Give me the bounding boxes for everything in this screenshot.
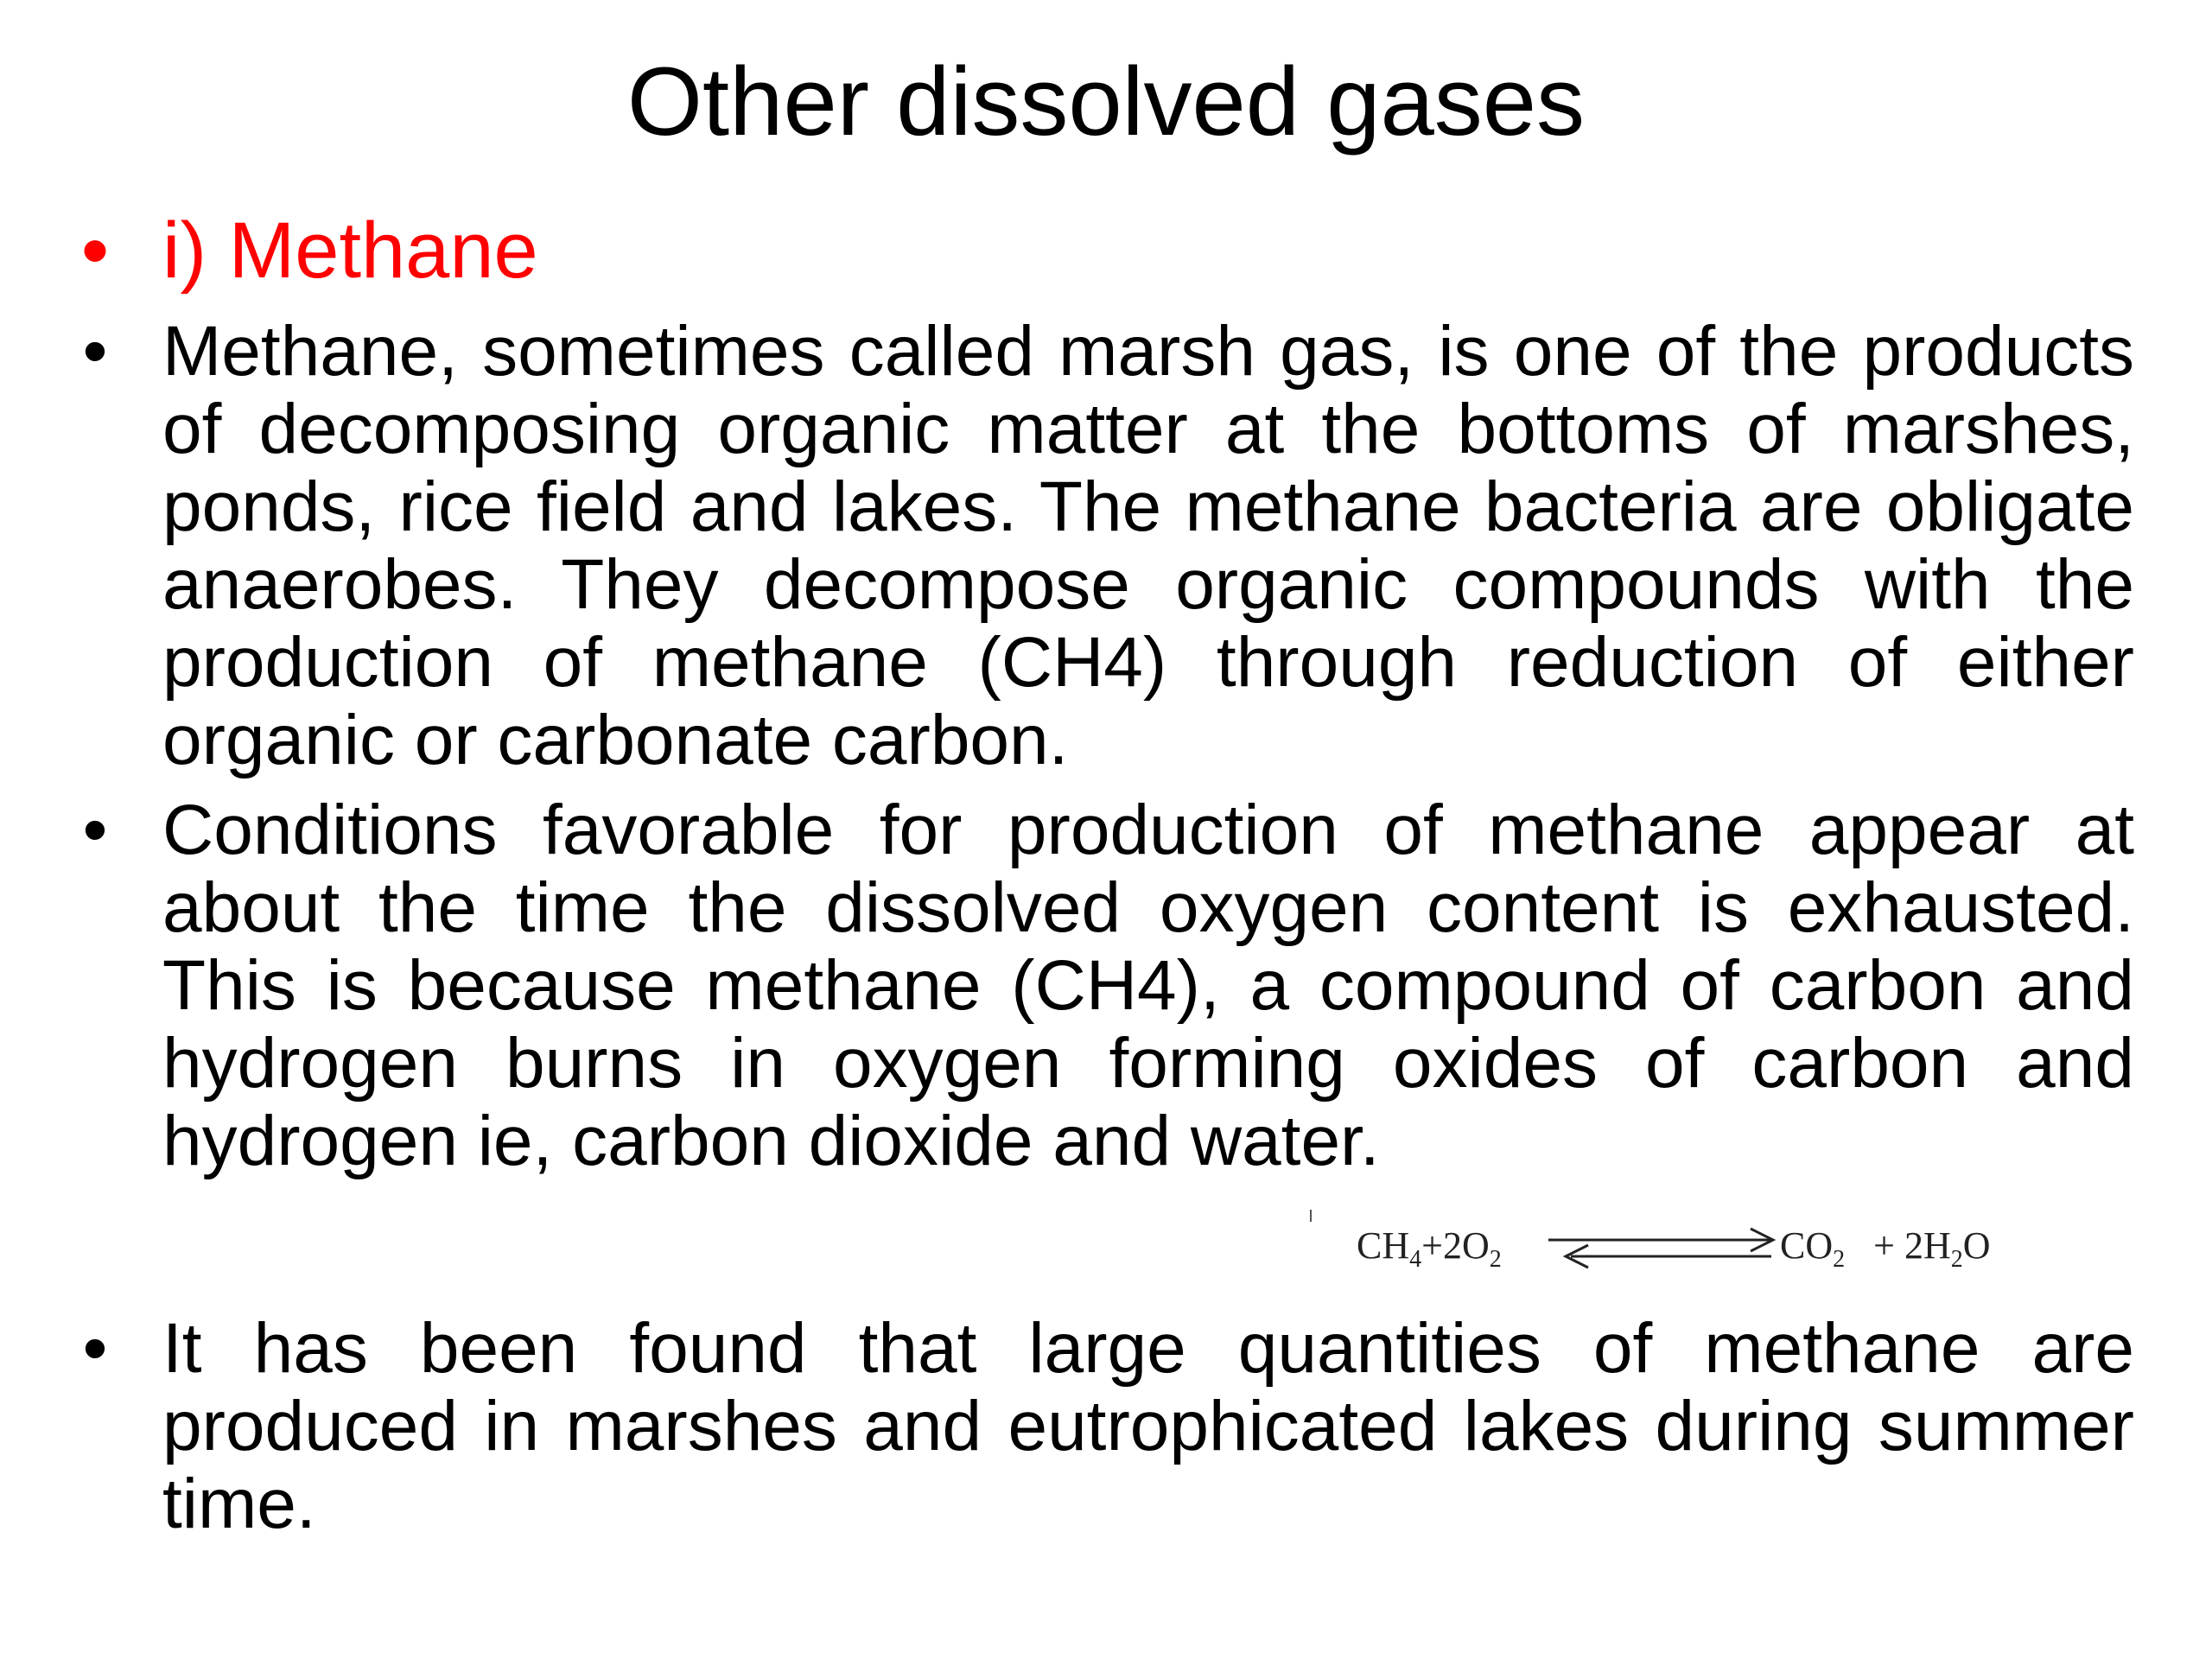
- slide-title: Other dissolved gases: [626, 48, 1586, 156]
- equation-reactants: $CH_4+2O_2$: [1357, 1224, 1502, 1273]
- methane-combustion-equation: [1357, 1218, 2048, 1279]
- bullet-dot: •: [82, 1309, 108, 1388]
- bullet-text: Methane, sometimes called marsh gas, is one of the products of decomposing organic matter at the bottoms of marshes, ponds, rice field and lakes. The methane bacteria are obligate anaerobes. They decompose organic compounds with the production of methane (CH4) through reduction of either organic or carbonate carbon.: [162, 312, 2134, 779]
- reversible-arrow-icon: [1545, 1218, 1778, 1279]
- stray-tick-mark: [1310, 1210, 1312, 1222]
- bullet-text: i) Methane: [162, 207, 538, 295]
- bullet-production-conditions: [69, 791, 2134, 1180]
- bullet-list: [69, 200, 2134, 1543]
- bullet-dot: •: [82, 791, 108, 869]
- bullet-text: It has been found that large quantities of methane are produced in marshes and eutrophicated lakes during summer time.: [162, 1309, 2134, 1543]
- bullet-methane-description: [69, 313, 2134, 779]
- equation-products: $CO_2$ + $2H_2O$: [1780, 1224, 1991, 1273]
- bullet-text: Conditions favorable for production of methane appear at about the time the dissolved oxygen content is exhausted. This is because methane (CH4), a compound of carbon and hydrogen burns in oxygen forming oxides of carbon and hydrogen ie, carbon dioxide and water.: [162, 791, 2134, 1180]
- bullet-summer-quantities: [69, 1310, 2134, 1543]
- bullet-dot: •: [82, 312, 108, 391]
- bullet-dot: •: [80, 207, 110, 295]
- bullet-heading-methane: [69, 200, 2134, 301]
